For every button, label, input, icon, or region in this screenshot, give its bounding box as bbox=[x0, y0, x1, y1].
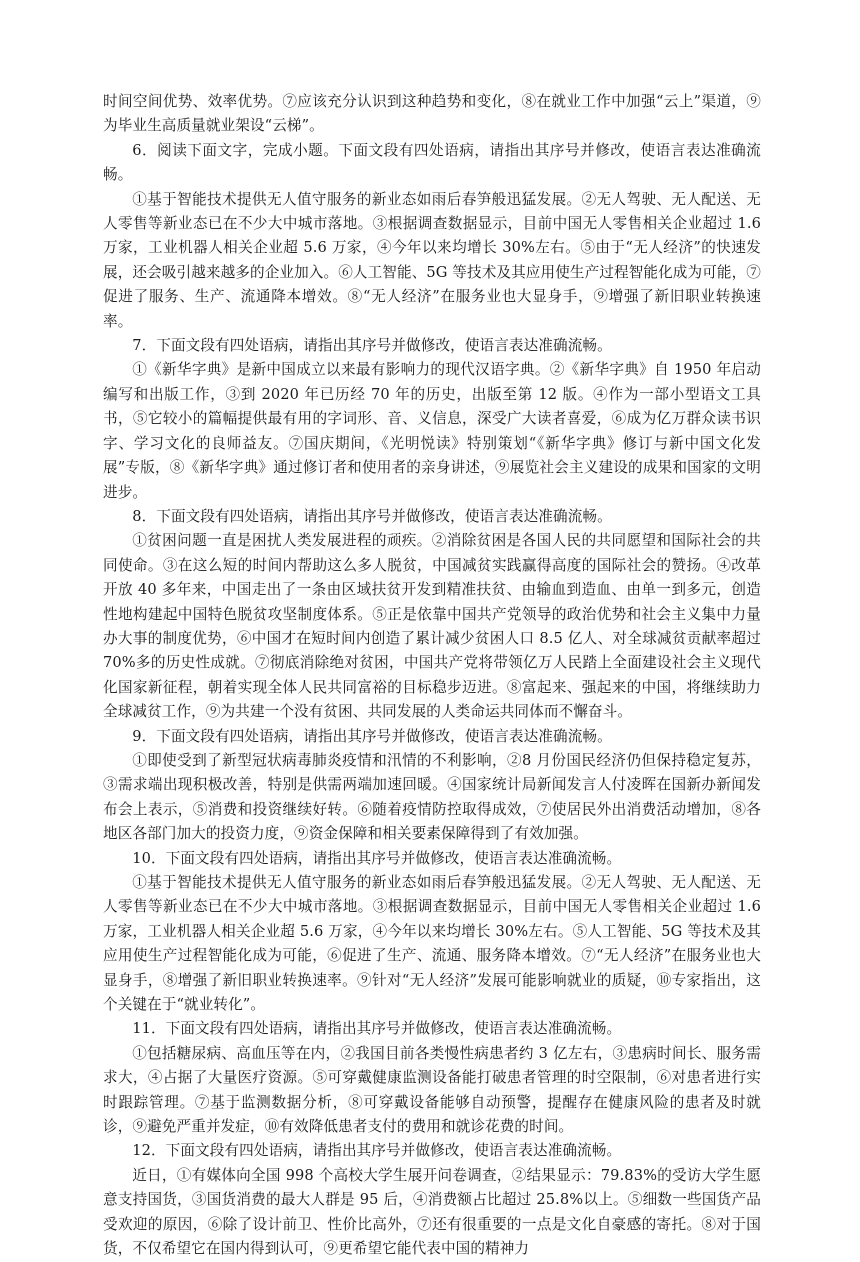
question-10-text: ①基于智能技术提供无人值守服务的新业态如雨后春笋般迅猛发展。②无人驾驶、无人配送、无人零售等新业态已在不少大中城市落地。③根据调查数据显示，目前中国无人零售相关企业超过 1.6 万家，工业机器人相关企业超 5.6 万家，④今年以来均增长 30%左右。⑤人工智能、5G 等技术及其应用使生产过程智能化成为可能，⑥促进了生产、流通、服务降本增效。⑦“无人经济”在服务业也大显身手，⑧增强了新旧职业转换速率。⑨针对“无人经济”发展可能影响就业的质疑，⑩专家指出，这个关键在于“就业转化”。 bbox=[103, 874, 761, 1014]
question-12-heading: 12．下面文段有四处语病，请指出其序号并做修改，使语言表达准确流畅。 bbox=[132, 1142, 622, 1160]
question-10-heading: 10．下面文段有四处语病，请指出其序号并做修改，使语言表达准确流畅。 bbox=[132, 849, 622, 867]
question-6-heading: 6．阅读下面文字，完成小题。下面文段有四处语病，请指出其序号并修改，使语言表达准确流畅。 bbox=[103, 141, 761, 184]
question-7-text: ①《新华字典》是新中国成立以来最有影响力的现代汉语字典。②《新华字典》自 1950 年启动编写和出版工作，③到 2020 年已历经 70 年的历史，出版至第 12 版。④作为一部小型语文工具书，⑤它较小的篇幅提供最有用的字词形、音、义信息，深受广大读者喜爱，⑥成为亿万群众读书识字、学习文化的良师益友。⑦国庆期间，《光明悦读》特别策划“《新华字典》修订与新中国文化发展”专版，⑧《新华字典》通过修订者和使用者的亲身讲述，⑨展览社会主义建设的成果和国家的文明进步。 bbox=[103, 361, 761, 501]
question-9-text: ①即使受到了新型冠状病毒肺炎疫情和汛情的不利影响，②8 月份国民经济仍但保持稳定复苏，③需求端出现积极改善，特别是供需两端加速回暖。④国家统计局新闻发言人付凌晖在国新办新闻发布会上表示，⑤消费和投资继续好转。⑥随着疫情防控取得成效，⑦使居民外出消费活动增加，⑧各地区各部门加大的投资力度，⑨资金保障和相关要素保障得到了有效加强。 bbox=[103, 751, 761, 843]
question-11-heading: 11．下面文段有四处语病，请指出其序号并做修改，使语言表达准确流畅。 bbox=[132, 1020, 622, 1038]
question-12-text: 近日，①有媒体向全国 998 个高校大学生展开问卷调查，②结果显示：79.83%的受访大学生愿意支持国货，③国货消费的最大人群是 95 后，④消费额占比超过 25.8%以上。⑤细数一些国货产品受欢迎的原因，⑥除了设计前卫、性价比高外，⑦还有很重要的一点是文化自豪感的寄托。⑧对于国货，不仅希望它在国内得到认可，⑨更希望它能代表中国的精神力 bbox=[103, 1166, 761, 1258]
paragraph-continuation: 时间空间优势、效率优势。⑦应该充分认识到这种趋势和变化，⑧在就业工作中加强“云上”渠道，⑨为毕业生高质量就业架设“云梯”。 bbox=[103, 93, 761, 135]
question-8-heading: 8．下面文段有四处语病，请指出其序号并做修改，使语言表达准确流畅。 bbox=[132, 507, 612, 525]
document-page bbox=[103, 90, 761, 1262]
question-6-text: ①基于智能技术提供无人值守服务的新业态如雨后春笋般迅猛发展。②无人驾驶、无人配送、无人零售等新业态已在不少大中城市落地。③根据调查数据显示，目前中国无人零售相关企业超过 1.6 万家，工业机器人相关企业超 5.6 万家，④今年以来均增长 30%左右。⑤由于“无人经济”的快速发展，还会吸引越来越多的企业加入。⑥人工智能、5G 等技术及其应用使生产过程智能化成为可能，⑦促进了服务、生产、流通降本增效。⑧“无人经济”在服务业也大显身手，⑨增强了新旧职业转换速率。 bbox=[103, 190, 761, 330]
question-11-text: ①包括糖尿病、高血压等在内，②我国目前各类慢性病患者约 3 亿左右，③患病时间长、服务需求大，④占据了大量医疗资源。⑤可穿戴健康监测设备能打破患者管理的时空限制，⑥对患者进行实时跟踪管理。⑦基于监测数据分析，⑧可穿戴设备能够自动预警，提醒存在健康风险的患者及时就诊，⑨避免严重并发症，⑩有效降低患者支付的费用和就诊花费的时间。 bbox=[103, 1044, 761, 1136]
question-9-heading: 9．下面文段有四处语病，请指出其序号并做修改，使语言表达准确流畅。 bbox=[132, 727, 612, 745]
question-7-heading: 7．下面文段有四处语病，请指出其序号并做修改，使语言表达准确流畅。 bbox=[132, 337, 612, 355]
question-8-text: ①贫困问题一直是困扰人类发展进程的顽疾。②消除贫困是各国人民的共同愿望和国际社会的共同使命。③在这么短的时间内帮助这么多人脱贫，中国减贫实践赢得高度的国际社会的赞扬。④改革开放 40 多年来，中国走出了一条由区域扶贫开发到精准扶贫、由输血到造血、由单一到多元，创造性地构建起中国特色脱贫攻坚制度体系。⑤正是依靠中国共产党领导的政治优势和社会主义集中力量办大事的制度优势，⑥中国才在短时间内创造了累计减少贫困人口 8.5 亿人、对全球减贫贡献率超过 70%多的历史性成就。⑦彻底消除绝对贫困，中国共产党将带领亿万人民踏上全面建设社会主义现代化国家新征程，朝着实现全体人民共同富裕的目标稳步迈进。⑧富起来、强起来的中国，将继续助力全球减贫工作，⑨为共建一个没有贫困、共同发展的人类命运共同体而不懈奋斗。 bbox=[103, 532, 761, 721]
